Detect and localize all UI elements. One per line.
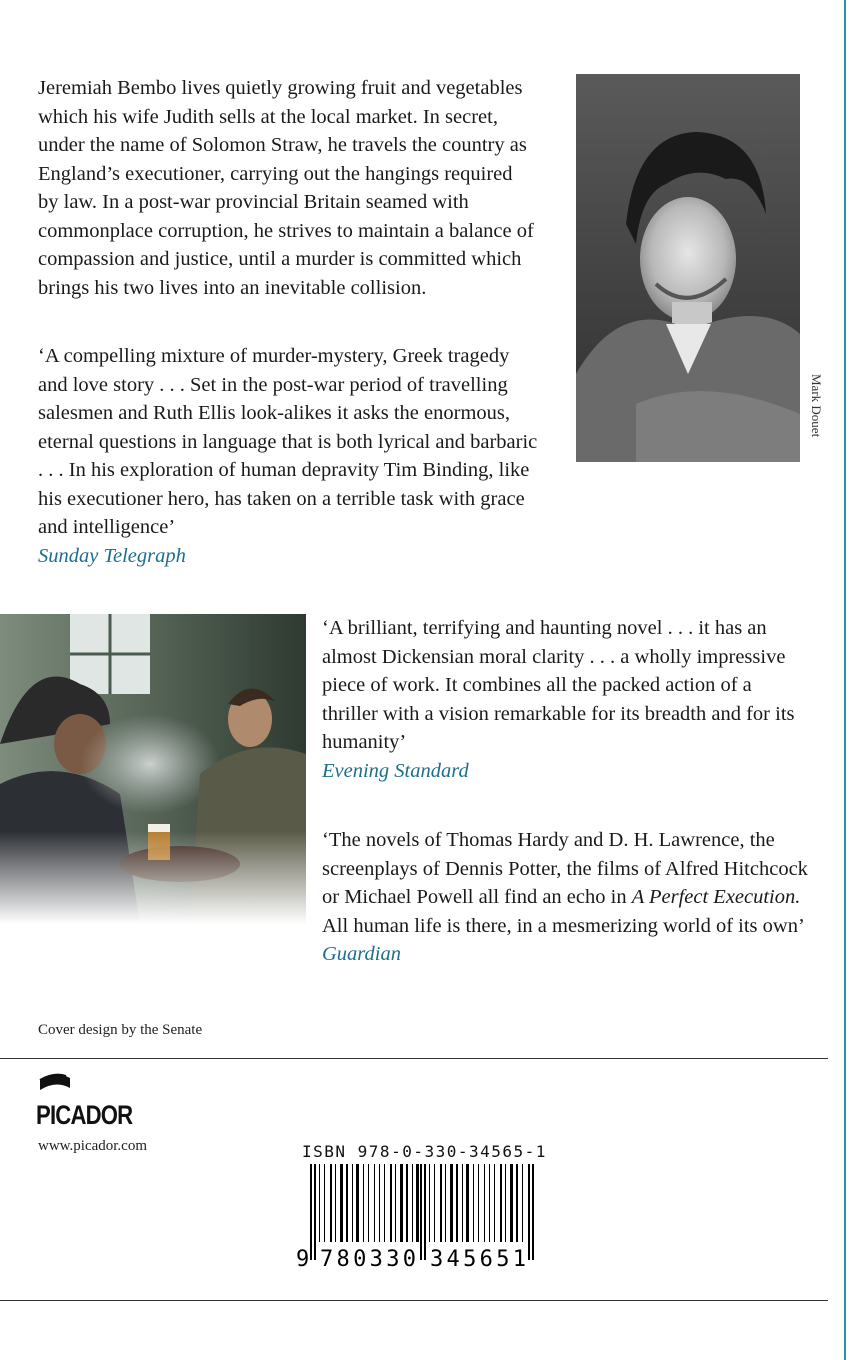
barcode-digit-first: 9 <box>296 1247 310 1268</box>
barcode-bar <box>510 1164 513 1242</box>
barcode-bar <box>429 1164 430 1242</box>
quote-text: All human life is there, in a mesmerizing world of its own’ <box>322 914 805 937</box>
divider-bottom <box>0 1300 828 1301</box>
barcode-bar <box>352 1164 353 1242</box>
barcode-bar <box>505 1164 506 1242</box>
quote-text: ‘A brilliant, terrifying and haunting novel . . . it has an almost Dickensian moral clarity . . . a wholly impressive piece of work. It combines all the packed action of a thriller with a vision remarkable for its breadth and for its humanity’ <box>322 617 795 753</box>
barcode-bar <box>489 1164 490 1242</box>
barcode-bar <box>340 1164 343 1242</box>
cover-scene-image <box>0 614 306 924</box>
barcode-bar <box>379 1164 380 1242</box>
barcode-bar <box>330 1164 332 1242</box>
cover-design-credit: Cover design by the Senate <box>38 1022 203 1038</box>
publisher-name: PICADOR <box>36 1100 133 1130</box>
barcode-digits-left: 780330 <box>320 1247 416 1268</box>
barcode-bar <box>466 1164 469 1242</box>
isbn-barcode <box>296 1164 546 1268</box>
barcode-bar <box>522 1164 523 1242</box>
barcode-bar <box>374 1164 375 1242</box>
barcode-bar <box>335 1164 336 1242</box>
synopsis-blurb: Jeremiah Bembo lives quietly growing fruit and vegetables which his wife Judith sells at the local market. In secret, under the name of Solomon Straw, he travels the country as England’s executioner, carrying out the hangings required by law. In a post-war provincial Britain seamed with commonplace corruption, he strives to maintain a balance of compassion and justice, until a murder is committed which brings his two lives into an inevitable collision. <box>38 77 534 299</box>
barcode-bar <box>434 1164 435 1242</box>
barcode-bar <box>395 1164 396 1242</box>
quote-source: Evening Standard <box>322 759 469 782</box>
book-title: A Perfect Execution. <box>631 886 801 908</box>
quote-text: ‘The novels of Thomas Hardy and D. H. Lawrence, the screenplays of Dennis Potter, the films of Alfred Hitchcock or Michael Powell all find an echo in <box>322 829 808 908</box>
barcode-bar <box>450 1164 453 1242</box>
barcode-bar <box>416 1164 419 1242</box>
spine-edge-line <box>844 0 846 1360</box>
review-quote <box>322 826 812 969</box>
barcode-bar <box>456 1164 458 1242</box>
quote-source: Sunday Telegraph <box>38 544 186 567</box>
quote-text: ‘A compelling mixture of murder-mystery, Greek tragedy and love story . . . Set in the post-war period of travelling salesmen and Ruth Ellis look-alikes it asks the enormous, eternal questions in language that is both lyrical and barbaric . . . In his exploration of human depravity Tim Binding, like his executioner hero, has taken on a terrible task with grace and intelligence’ <box>38 345 538 538</box>
barcode-bar <box>324 1164 325 1242</box>
barcode-bar <box>445 1164 446 1242</box>
review-quote <box>322 614 812 785</box>
barcode-bar <box>384 1164 385 1242</box>
barcode-bar <box>484 1164 485 1242</box>
barcode-bar <box>406 1164 408 1242</box>
barcode-bar <box>516 1164 518 1242</box>
barcode-bar <box>462 1164 463 1242</box>
author-photo <box>576 74 800 462</box>
isbn-label: ISBN 978-0-330-34565-1 <box>302 1142 547 1161</box>
divider-top <box>0 1058 828 1059</box>
barcode-bar <box>346 1164 348 1242</box>
barcode-bar <box>319 1164 320 1242</box>
publisher-url[interactable]: www.picador.com <box>38 1138 147 1154</box>
photo-credit: Mark Douet <box>809 374 824 438</box>
barcode-bar <box>478 1164 479 1242</box>
barcode-bar <box>473 1164 474 1242</box>
review-quote <box>38 342 538 570</box>
barcode-bar <box>363 1164 364 1242</box>
quote-source: Guardian <box>322 943 401 965</box>
barcode-digits-right: 345651 <box>430 1247 526 1268</box>
barcode-bar <box>400 1164 403 1242</box>
barcode-bar <box>368 1164 369 1242</box>
barcode-bar <box>390 1164 392 1242</box>
barcode-bar <box>500 1164 502 1242</box>
barcode-bar <box>356 1164 359 1242</box>
barcode-bar <box>440 1164 442 1242</box>
barcode-bar <box>494 1164 495 1242</box>
barcode-bar <box>412 1164 413 1242</box>
